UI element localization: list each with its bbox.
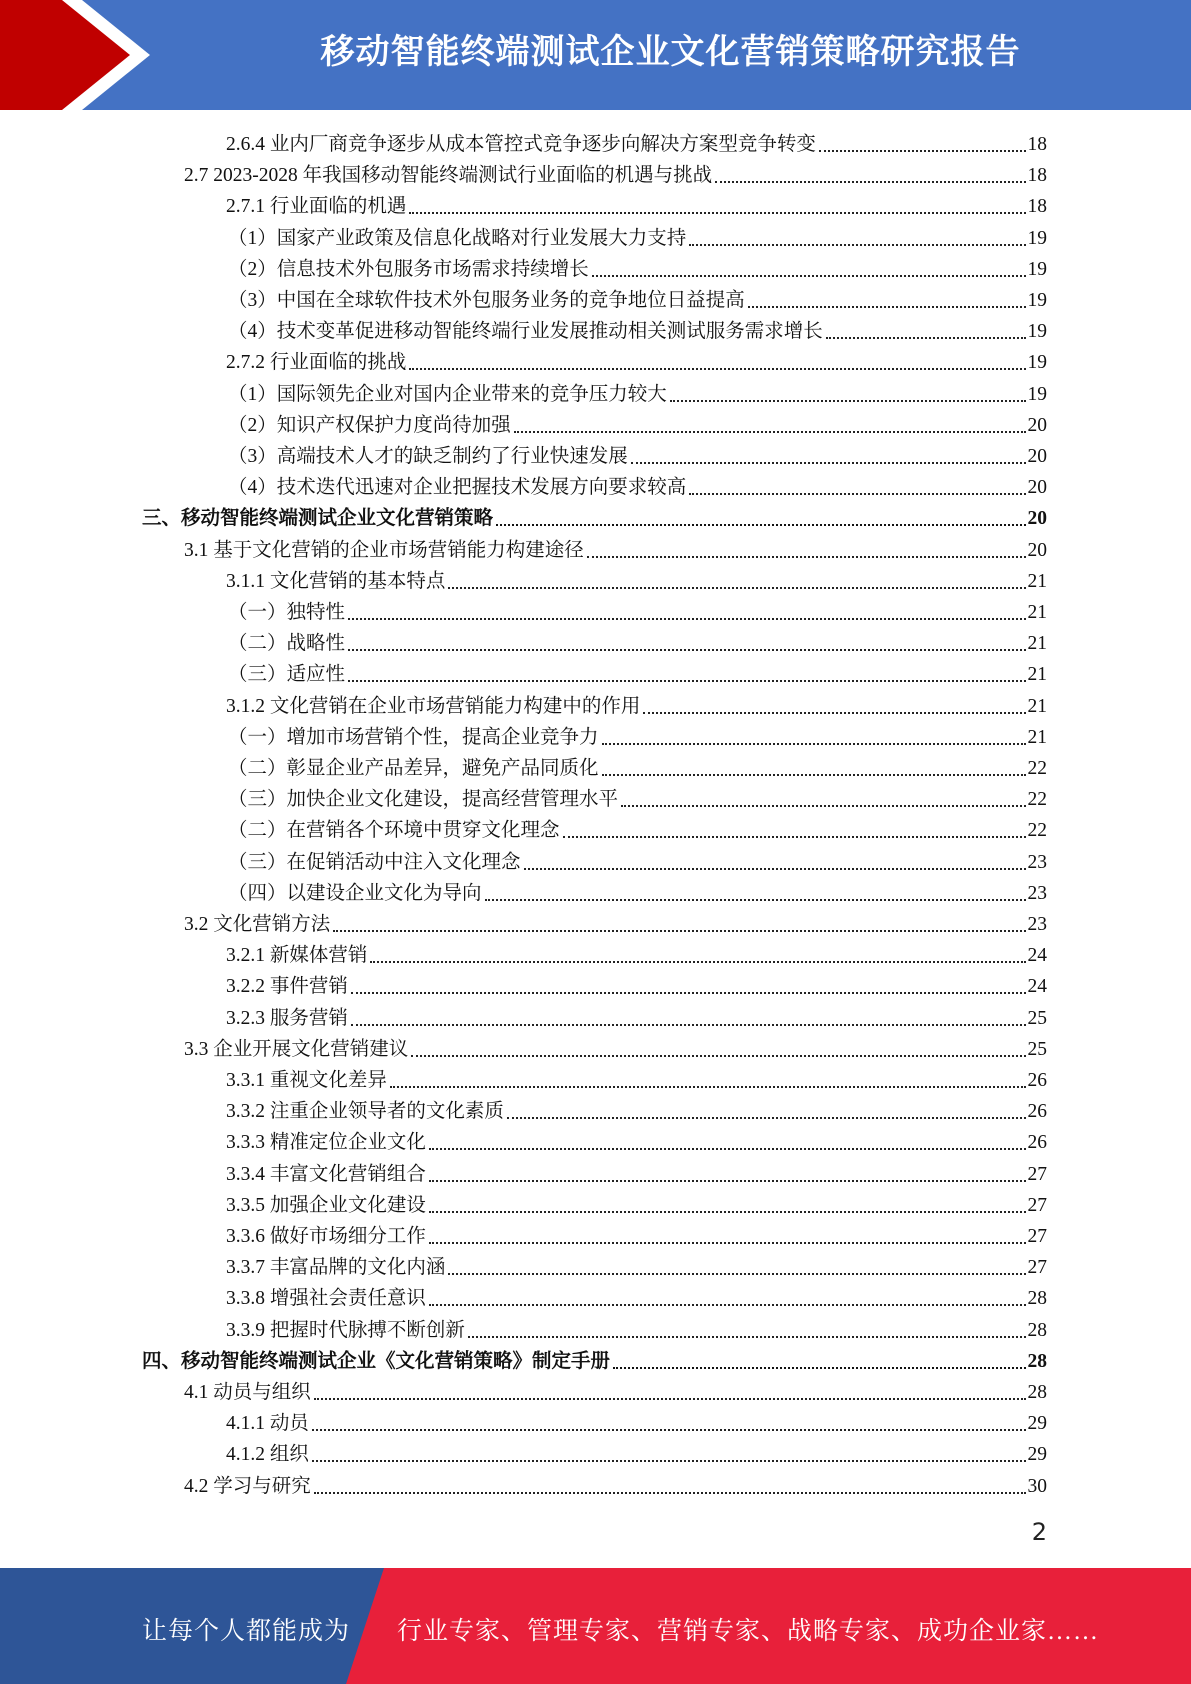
toc-entry-page: 22	[1027, 820, 1047, 841]
toc-entry[interactable]	[184, 1469, 1047, 1500]
toc-dot-leader	[448, 587, 1025, 589]
toc-entry-title: 3.2.1 新媒体营销	[226, 945, 368, 966]
toc-entry-title: 3.2.3 服务营销	[226, 1008, 348, 1029]
toc-entry-page: 26	[1027, 1101, 1047, 1122]
toc-entry[interactable]	[228, 595, 1047, 626]
toc-entry-page: 20	[1027, 508, 1047, 529]
toc-entry-title: （一）独特性	[228, 602, 346, 623]
toc-entry-page: 28	[1027, 1288, 1047, 1309]
toc-dot-leader	[429, 1304, 1026, 1306]
toc-dot-leader	[348, 680, 1025, 682]
toc-entry[interactable]	[228, 720, 1047, 751]
toc-entry[interactable]	[142, 1344, 1047, 1375]
toc-dot-leader	[314, 1492, 1026, 1494]
toc-entry-title: （二）彰显企业产品差异，避免产品同质化	[228, 758, 599, 779]
toc-entry-page: 18	[1027, 196, 1047, 217]
toc-dot-leader	[715, 181, 1025, 183]
toc-entry[interactable]	[228, 626, 1047, 657]
toc-entry-title: 3.3.5 加强企业文化建设	[226, 1195, 426, 1216]
toc-entry-page: 20	[1027, 540, 1047, 561]
toc-entry-title: （3）高端技术人才的缺乏制约了行业快速发展	[228, 446, 628, 467]
toc-entry-page: 25	[1027, 1008, 1047, 1029]
toc-dot-leader	[351, 992, 1026, 994]
toc-entry-title: 3.3.7 丰富品牌的文化内涵	[226, 1257, 446, 1278]
toc-entry-page: 27	[1027, 1164, 1047, 1185]
toc-entry-page: 19	[1027, 228, 1047, 249]
toc-entry-title: 3.2 文化营销方法	[184, 914, 331, 935]
toc-entry[interactable]	[184, 533, 1047, 564]
toc-entry-page: 27	[1027, 1195, 1047, 1216]
toc-entry[interactable]	[226, 564, 1047, 595]
toc-entry[interactable]	[226, 1406, 1047, 1437]
toc-entry-title: 3.3.3 精准定位企业文化	[226, 1132, 426, 1153]
toc-entry-page: 20	[1027, 446, 1047, 467]
toc-entry[interactable]	[228, 782, 1047, 813]
toc-dot-leader	[507, 1117, 1026, 1119]
toc-entry[interactable]	[226, 1188, 1047, 1219]
toc-dot-leader	[348, 618, 1025, 620]
toc-entry[interactable]	[226, 345, 1047, 376]
toc-entry-title: 3.2.2 事件营销	[226, 976, 348, 997]
toc-entry[interactable]	[228, 657, 1047, 688]
toc-entry[interactable]	[226, 1437, 1047, 1468]
toc-entry-page: 28	[1027, 1320, 1047, 1341]
toc-dot-leader	[448, 1273, 1025, 1275]
toc-dot-leader	[429, 1180, 1026, 1182]
toc-entry-title: 2.7 2023-2028 年我国移动智能终端测试行业面临的机遇与挑战	[184, 165, 713, 186]
toc-entry-page: 19	[1027, 352, 1047, 373]
footer-banner	[0, 1568, 1191, 1684]
toc-entry-page: 27	[1027, 1257, 1047, 1278]
toc-dot-leader	[411, 1055, 1025, 1057]
toc-entry-page: 21	[1027, 664, 1047, 685]
toc-dot-leader	[631, 462, 1026, 464]
toc-entry[interactable]	[226, 1219, 1047, 1250]
toc-entry-title: （二）战略性	[228, 633, 346, 654]
toc-entry[interactable]	[226, 938, 1047, 969]
toc-entry[interactable]	[184, 158, 1047, 189]
toc-entry-page: 25	[1027, 1039, 1047, 1060]
toc-entry-page: 23	[1027, 883, 1047, 904]
toc-entry[interactable]	[228, 408, 1047, 439]
toc-entry-page: 29	[1027, 1444, 1047, 1465]
toc-entry[interactable]	[228, 377, 1047, 408]
toc-dot-leader	[592, 275, 1026, 277]
toc-entry-page: 29	[1027, 1413, 1047, 1434]
toc-entry-page: 26	[1027, 1070, 1047, 1091]
toc-dot-leader	[312, 1429, 1026, 1431]
toc-entry-page: 21	[1027, 633, 1047, 654]
toc-entry-title: 三、移动智能终端测试企业文化营销策略	[142, 508, 494, 529]
toc-entry[interactable]	[226, 689, 1047, 720]
toc-entry-title: 3.1.2 文化营销在企业市场营销能力构建中的作用	[226, 696, 641, 717]
toc-entry-title: 3.3.1 重视文化差异	[226, 1070, 387, 1091]
toc-entry-title: 四、移动智能终端测试企业《文化营销策略》制定手册	[142, 1351, 611, 1372]
toc-entry-page: 28	[1027, 1382, 1047, 1403]
toc-entry-title: （4）技术变革促进移动智能终端行业发展推动相关测试服务需求增长	[228, 321, 823, 342]
toc-entry-title: 3.3.2 注重企业领导者的文化素质	[226, 1101, 504, 1122]
toc-dot-leader	[602, 774, 1026, 776]
toc-dot-leader	[563, 836, 1026, 838]
toc-entry-page: 19	[1027, 290, 1047, 311]
toc-entry-title: 2.7.1 行业面临的机遇	[226, 196, 407, 217]
toc-entry-title: （三）在促销活动中注入文化理念	[228, 852, 521, 873]
toc-entry-page: 21	[1027, 696, 1047, 717]
toc-entry[interactable]	[226, 969, 1047, 1000]
toc-entry-page: 19	[1027, 259, 1047, 280]
toc-dot-leader	[819, 150, 1026, 152]
document-title: 移动智能终端测试企业文化营销策略研究报告	[320, 32, 1021, 72]
page-number: 2	[1031, 1518, 1047, 1546]
toc-dot-leader	[689, 244, 1025, 246]
toc-entry-title: 3.1 基于文化营销的企业市场营销能力构建途径	[184, 540, 584, 561]
toc-entry[interactable]	[228, 439, 1047, 470]
toc-entry[interactable]	[226, 1313, 1047, 1344]
toc-dot-leader	[613, 1367, 1025, 1369]
toc-entry-title: （四）以建设企业文化为导向	[228, 883, 482, 904]
toc-entry-page: 18	[1027, 134, 1047, 155]
toc-entry[interactable]	[226, 127, 1047, 158]
toc-entry[interactable]	[228, 314, 1047, 345]
toc-entry-page: 28	[1027, 1351, 1047, 1372]
toc-dot-leader	[485, 899, 1026, 901]
toc-entry[interactable]	[228, 751, 1047, 782]
toc-entry[interactable]	[228, 845, 1047, 876]
toc-entry-title: 4.1 动员与组织	[184, 1382, 311, 1403]
toc-dot-leader	[351, 1024, 1026, 1026]
toc-entry-title: （3）中国在全球软件技术外包服务业务的竞争地位日益提高	[228, 290, 745, 311]
footer-slogan-right: 行业专家、管理专家、营销专家、战略专家、成功企业家……	[397, 1618, 1100, 1645]
toc-entry[interactable]	[226, 1125, 1047, 1156]
toc-entry-title: （1）国家产业政策及信息化战略对行业发展大力支持	[228, 228, 687, 249]
footer-slogan-left: 让每个人都能成为	[142, 1618, 351, 1645]
toc-dot-leader	[312, 1460, 1026, 1462]
toc-entry-title: 4.1.2 组织	[226, 1444, 309, 1465]
toc-entry-title: 2.7.2 行业面临的挑战	[226, 352, 407, 373]
toc-entry-title: 3.1.1 文化营销的基本特点	[226, 571, 446, 592]
toc-dot-leader	[621, 805, 1025, 807]
toc-dot-leader	[390, 1086, 1026, 1088]
toc-entry-title: （一）增加市场营销个性，提高企业竞争力	[228, 727, 599, 748]
toc-entry[interactable]	[226, 1094, 1047, 1125]
header-banner	[0, 0, 1191, 110]
toc-entry-title: 3.3 企业开展文化营销建议	[184, 1039, 409, 1060]
toc-dot-leader	[670, 400, 1026, 402]
toc-entry-title: 3.3.9 把握时代脉搏不断创新	[226, 1320, 465, 1341]
toc-entry-page: 23	[1027, 852, 1047, 873]
toc-entry-title: 4.2 学习与研究	[184, 1476, 311, 1497]
toc-dot-leader	[643, 712, 1025, 714]
toc-entry[interactable]	[142, 501, 1047, 532]
toc-entry-title: 3.3.4 丰富文化营销组合	[226, 1164, 426, 1185]
toc-dot-leader	[348, 649, 1025, 651]
toc-dot-leader	[314, 1398, 1026, 1400]
toc-entry-page: 23	[1027, 914, 1047, 935]
toc-entry-page: 20	[1027, 415, 1047, 436]
toc-entry-title: 2.6.4 业内厂商竞争逐步从成本管控式竞争逐步向解决方案型竞争转变	[226, 134, 816, 155]
toc-entry-page: 22	[1027, 789, 1047, 810]
toc-entry[interactable]	[226, 1063, 1047, 1094]
toc-entry-title: 3.3.6 做好市场细分工作	[226, 1226, 426, 1247]
toc-entry[interactable]	[228, 470, 1047, 501]
toc-entry-page: 27	[1027, 1226, 1047, 1247]
toc-entry[interactable]	[226, 1001, 1047, 1032]
toc-dot-leader	[468, 1336, 1026, 1338]
toc-dot-leader	[514, 431, 1026, 433]
toc-entry[interactable]	[226, 1250, 1047, 1281]
toc-entry-page: 21	[1027, 727, 1047, 748]
toc-entry-page: 24	[1027, 945, 1047, 966]
toc-dot-leader	[409, 368, 1025, 370]
toc-entry-page: 22	[1027, 758, 1047, 779]
toc-dot-leader	[524, 868, 1026, 870]
toc-dot-leader	[602, 743, 1026, 745]
toc-dot-leader	[587, 556, 1026, 558]
toc-entry-title: （三）适应性	[228, 664, 346, 685]
toc-entry[interactable]	[228, 252, 1047, 283]
toc-entry-page: 19	[1027, 384, 1047, 405]
toc-entry-title: （三）加快企业文化建设，提高经营管理水平	[228, 789, 619, 810]
toc-entry[interactable]	[228, 221, 1047, 252]
toc-entry[interactable]	[184, 907, 1047, 938]
toc-entry-page: 18	[1027, 165, 1047, 186]
toc-entry[interactable]	[226, 1157, 1047, 1188]
toc-entry-title: （二）在营销各个环境中贯穿文化理念	[228, 820, 560, 841]
toc-entry[interactable]	[226, 189, 1047, 220]
toc-entry-page: 19	[1027, 321, 1047, 342]
toc-entry[interactable]	[184, 1375, 1047, 1406]
toc-entry-page: 21	[1027, 571, 1047, 592]
toc-entry-page: 21	[1027, 602, 1047, 623]
toc-dot-leader	[370, 961, 1025, 963]
toc-entry-page: 20	[1027, 477, 1047, 498]
toc-dot-leader	[748, 306, 1026, 308]
toc-entry-title: 4.1.1 动员	[226, 1413, 309, 1434]
toc-entry-page: 30	[1027, 1476, 1047, 1497]
toc-dot-leader	[333, 930, 1025, 932]
toc-dot-leader	[409, 212, 1025, 214]
toc-entry[interactable]	[228, 813, 1047, 844]
toc-dot-leader	[429, 1148, 1026, 1150]
toc-entry[interactable]	[184, 1032, 1047, 1063]
toc-dot-leader	[826, 337, 1026, 339]
toc-entry-page: 26	[1027, 1132, 1047, 1153]
toc-entry-title: （2）知识产权保护力度尚待加强	[228, 415, 511, 436]
toc-dot-leader	[689, 493, 1025, 495]
toc-entry-title: （2）信息技术外包服务市场需求持续增长	[228, 259, 589, 280]
toc-entry[interactable]	[228, 876, 1047, 907]
toc-entry-title: 3.3.8 增强社会责任意识	[226, 1288, 426, 1309]
toc-dot-leader	[496, 524, 1025, 526]
toc-dot-leader	[429, 1211, 1026, 1213]
toc-entry[interactable]	[228, 283, 1047, 314]
toc-entry-title: （1）国际领先企业对国内企业带来的竞争压力较大	[228, 384, 667, 405]
toc-dot-leader	[429, 1242, 1026, 1244]
toc-entry-page: 24	[1027, 976, 1047, 997]
toc-entry-title: （4）技术迭代迅速对企业把握技术发展方向要求较高	[228, 477, 687, 498]
toc-entry[interactable]	[226, 1281, 1047, 1312]
